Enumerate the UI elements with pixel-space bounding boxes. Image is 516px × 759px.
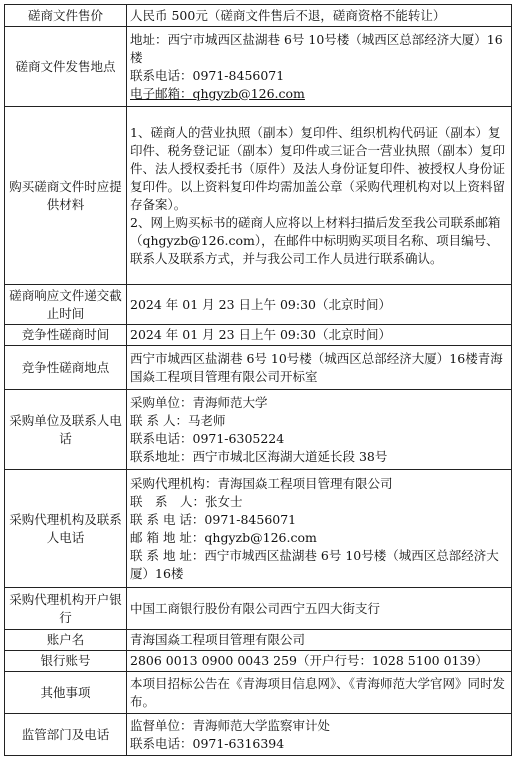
row-label-account-name: 账户名: [5, 630, 127, 651]
value-line: 中国工商银行股份有限公司西宁五四大街支行: [130, 600, 381, 616]
table-row: [5, 390, 512, 470]
row-label-supervision: 监管部门及电话: [5, 714, 127, 756]
value-line: 本项目招标公告在《青海项目信息网》、《青海师范大学官网》同时发布。: [130, 675, 506, 709]
row-value-purchaser: [127, 390, 512, 470]
value-line: 联 系 地 址：西宁市城西区盐湖巷 6号 10号楼（城西区总部经济大厦）16楼: [130, 547, 499, 581]
value-line: 人民币 500元（磋商文件售后不退，磋商资格不能转让）: [130, 7, 446, 23]
value-line: 联 系 人：马老师: [130, 412, 226, 428]
row-label-other: 其他事项: [5, 672, 127, 714]
row-value-account-name: [127, 630, 512, 651]
row-value-supervision: [127, 714, 512, 756]
table-row: [5, 651, 512, 672]
value-line: 2024 年 01 月 23 日上午 09:30（北京时间）: [130, 296, 391, 312]
row-value-deadline: [127, 285, 512, 325]
row-value-agency: [127, 470, 512, 588]
value-line: 联系地址：西宁市城北区海湖大道延长段 38号: [130, 448, 388, 464]
value-line: 监督单位：青海师范大学监察审计处: [130, 717, 331, 733]
row-label-sale-location: 磋商文件发售地点: [5, 27, 127, 107]
table-row: [5, 630, 512, 651]
value-line: 联系电话：0971-8456071: [130, 67, 285, 83]
table-row: [5, 714, 512, 756]
table-row: [5, 27, 512, 107]
value-line: 2024 年 01 月 23 日上午 09:30（北京时间）: [130, 327, 391, 342]
table-row: [5, 325, 512, 346]
email-link[interactable]: 邮 箱 地 址：qhgyzb@126.com: [130, 529, 317, 545]
value-line: 联系电话：0971-6316394: [130, 735, 285, 751]
row-value-other: [127, 672, 512, 714]
row-label-price: 磋商文件售价: [5, 5, 127, 27]
value-line: 1、磋商人的营业执照（副本）复印件、组织机构代码证（副本）复印件、税务登记证（副本）复印件或三证合一营业执照（副本）复印件、法人授权委托书（原件）及法人身份证复印件、被授权人身份证复印件。以上资料复印件均需加盖公章（采购代理机构对以上资料留存备案）。: [130, 124, 506, 212]
row-label-deadline: 磋商响应文件递交截止时间: [5, 285, 127, 325]
row-label-negotiation-time: 竞争性磋商时间: [5, 325, 127, 346]
procurement-info-table: [4, 4, 512, 756]
table-row: [5, 588, 512, 630]
value-line: 青海国焱工程项目管理有限公司: [130, 632, 306, 647]
table-row: [5, 470, 512, 588]
table-row: [5, 285, 512, 325]
row-label-materials: 购买磋商文件时应提供材料: [5, 107, 127, 285]
row-value-price: [127, 5, 512, 27]
value-line: 联系电话：0971-6305224: [130, 430, 285, 446]
row-value-sale-location: [127, 27, 512, 107]
email-link[interactable]: 电子邮箱：qhgyzb@126.com: [130, 85, 305, 101]
value-line: 2806 0013 0900 0043 259（开户行号：1028 5100 0139）: [130, 653, 488, 668]
row-label-account-number: 银行账号: [5, 651, 127, 672]
row-value-bank: [127, 588, 512, 630]
table-row: [5, 672, 512, 714]
row-value-account-number: [127, 651, 512, 672]
table-row: [5, 5, 512, 27]
value-line: 采购单位：青海师范大学: [130, 394, 268, 410]
value-line: 2、网上购买标书的磋商人应将以上材料扫描后发至我公司联系邮箱（qhgyzb@126.com），在邮件中标明购买项目名称、项目编号、联系人及联系方式，并与我公司工作人员进行联系确认。: [130, 214, 501, 266]
row-value-materials: [127, 107, 512, 285]
row-value-negotiation-location: [127, 346, 512, 390]
row-label-agency: 采购代理机构及联系人电话: [5, 470, 127, 588]
table-row: [5, 107, 512, 285]
row-label-bank: 采购代理机构开户银行: [5, 588, 127, 630]
value-line: 采购代理机构：青海国焱工程项目管理有限公司: [130, 475, 393, 491]
value-line: 联 系 人：张女士: [130, 493, 243, 509]
row-value-negotiation-time: [127, 325, 512, 346]
table-row: [5, 346, 512, 390]
row-label-negotiation-location: 竞争性磋商地点: [5, 346, 127, 390]
value-line: 联 系 电 话：0971-8456071: [130, 511, 297, 527]
value-line: 西宁市城西区盐湖巷 6号 10号楼（城西区总部经济大厦）16楼青海国焱工程项目管理有限公司开标室: [130, 350, 503, 384]
row-label-purchaser: 采购单位及联系人电话: [5, 390, 127, 470]
value-line: 地址：西宁市城西区盐湖巷 6号 10号楼（城西区总部经济大厦）16楼: [130, 31, 503, 65]
